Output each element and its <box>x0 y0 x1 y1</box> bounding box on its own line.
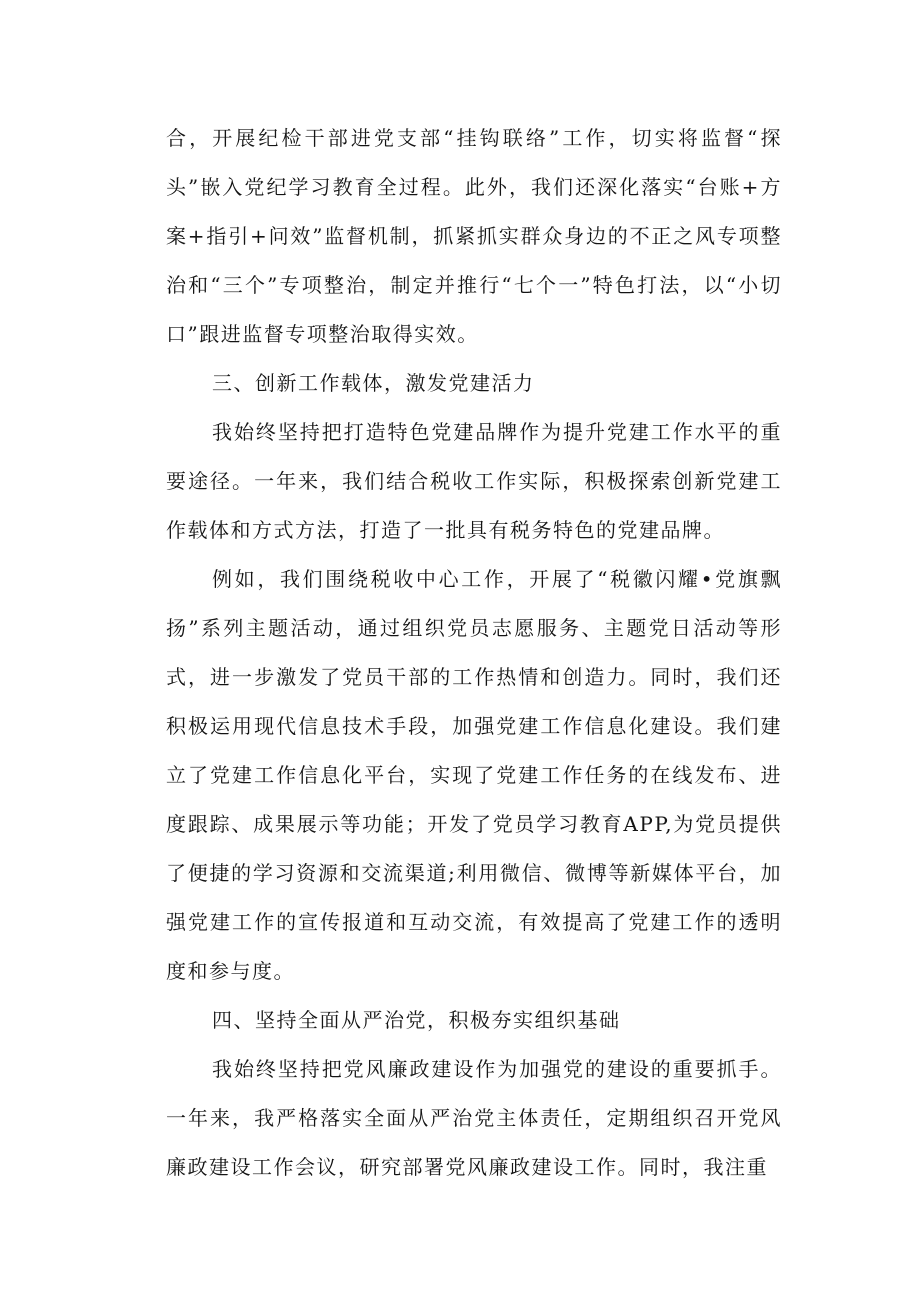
paragraph-body: 我始终坚持把党风廉政建设作为加强党的建设的重要抓手。一年来，我严格落实全面从严治党主体责任，定期组织召开党风廉政建设工作会议，研究部署党风廉政建设工作。同时，我注重 <box>166 1057 782 1179</box>
paragraph-continuation: 合，开展纪检干部进党支部“挂钩联络”工作，切实将监督“探头”嵌入党纪学习教育全过程。此外，我们还深化落实“台账+方案+指引+问效”监督机制，抓紧抓实群众身边的不正之风专项整治和“三个”专项整治，制定并推行“七个一”特色打法，以“小切口”跟进监督专项整治取得实效。 <box>166 126 782 346</box>
document-body <box>166 114 782 1192</box>
section-heading-3: 三、创新工作载体，激发党建活力 <box>212 371 535 395</box>
paragraph-body: 例如，我们围绕税收中心工作，开展了“税徽闪耀•党旗飘扬”系列主题活动，通过组织党员志愿服务、主题党日活动等形式，进一步激发了党员干部的工作热情和创造力。同时，我们还积极运用现代信息技术手段，加强党建工作信息化建设。我们建立了党建工作信息化平台，实现了党建工作任务的在线发布、进度跟踪、成果展示等功能；开发了党员学习教育APP,为党员提供了便捷的学习资源和交流渠道;利用微信、微博等新媒体平台，加强党建工作的宣传报道和互动交流，有效提高了党建工作的透明度和参与度。 <box>166 567 782 983</box>
section-heading-4: 四、坚持全面从严治党，积极夯实组织基础 <box>212 1008 621 1032</box>
paragraph-body: 我始终坚持把打造特色党建品牌作为提升党建工作水平的重要途径。一年来，我们结合税收工作实际，积极探索创新党建工作载体和方式方法，打造了一批具有税务特色的党建品牌。 <box>166 420 782 542</box>
